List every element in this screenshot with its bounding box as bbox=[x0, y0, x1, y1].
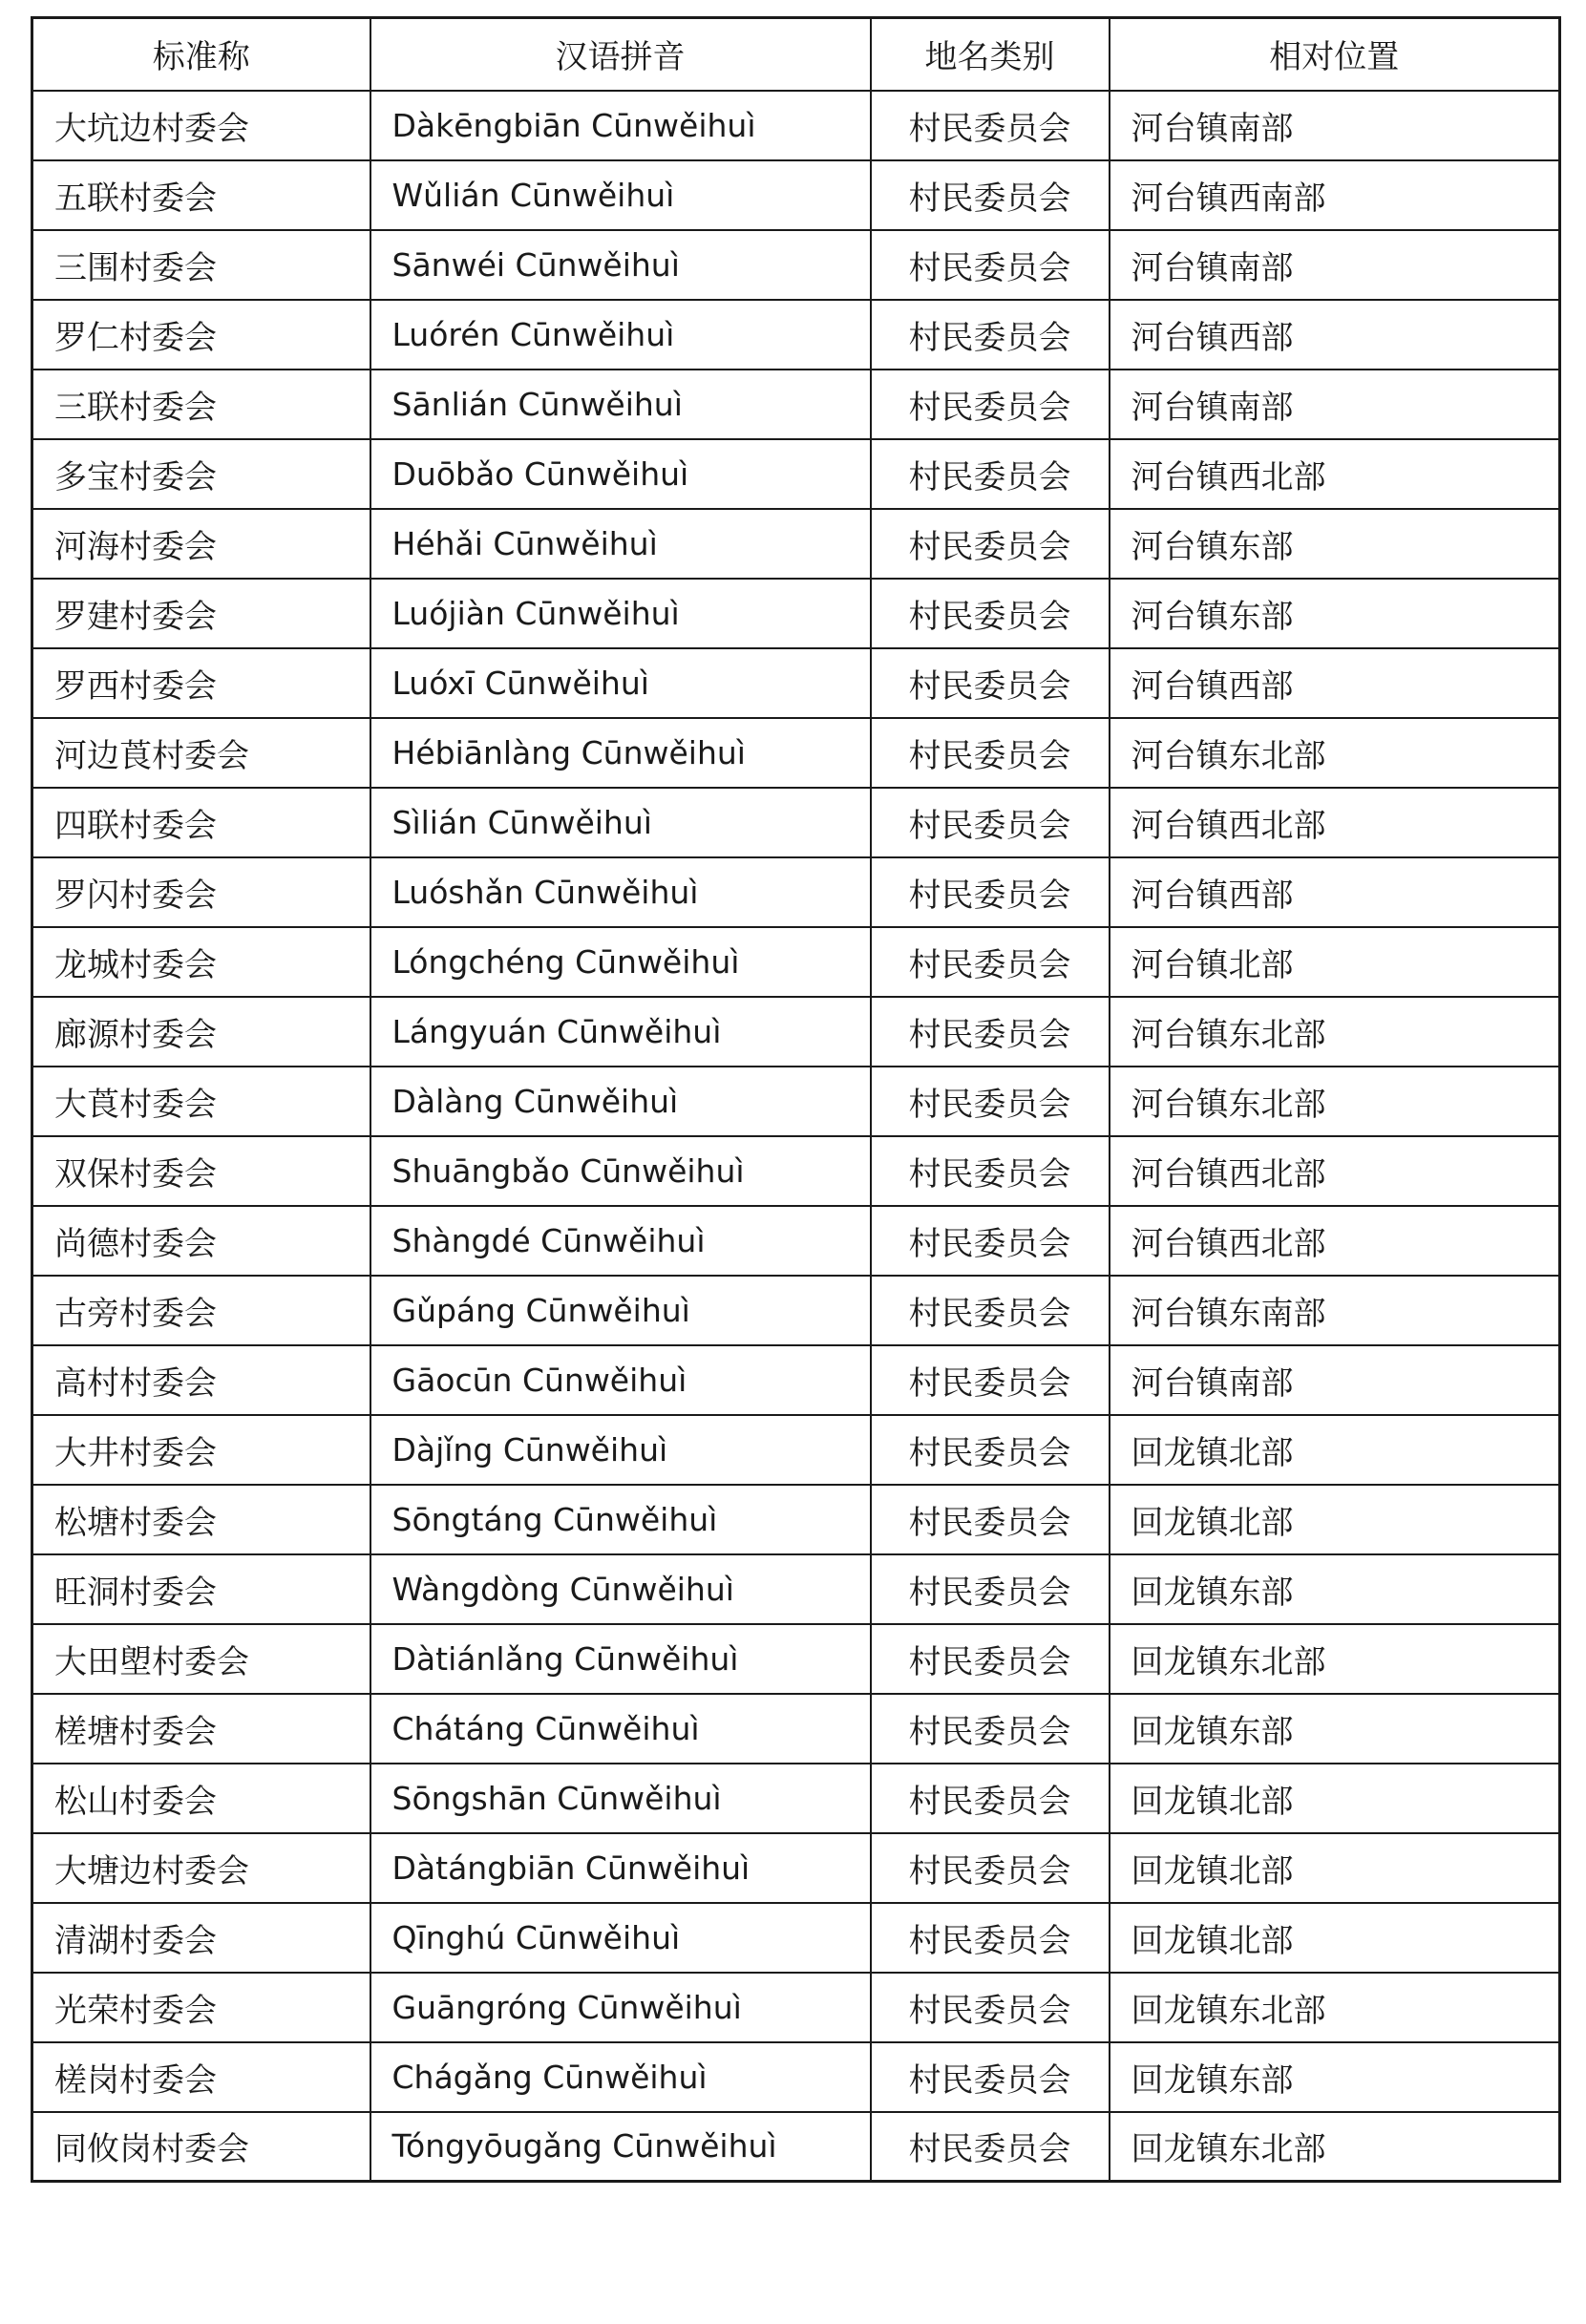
cell-relative-position: 河台镇南部 bbox=[1110, 91, 1560, 160]
cell-category: 村民委员会 bbox=[871, 1764, 1110, 1833]
cell-category: 村民委员会 bbox=[871, 1067, 1110, 1136]
cell-standard-name: 龙城村委会 bbox=[32, 927, 370, 997]
table-row bbox=[32, 1554, 1560, 1624]
cell-category: 村民委员会 bbox=[871, 1345, 1110, 1415]
cell-relative-position: 河台镇西部 bbox=[1110, 857, 1560, 927]
cell-standard-name: 罗仁村委会 bbox=[32, 300, 370, 370]
cell-pinyin: Chágǎng Cūnwěihuì bbox=[370, 2042, 871, 2112]
table-body bbox=[32, 91, 1560, 2182]
cell-standard-name: 大塘边村委会 bbox=[32, 1833, 370, 1903]
table-row bbox=[32, 160, 1560, 230]
cell-standard-name: 河海村委会 bbox=[32, 509, 370, 579]
cell-relative-position: 河台镇南部 bbox=[1110, 230, 1560, 300]
cell-relative-position: 河台镇西部 bbox=[1110, 648, 1560, 718]
cell-standard-name: 同攸岗村委会 bbox=[32, 2112, 370, 2182]
cell-standard-name: 大田塱村委会 bbox=[32, 1624, 370, 1694]
cell-standard-name: 罗西村委会 bbox=[32, 648, 370, 718]
header-standard-name: 标准称 bbox=[32, 18, 370, 91]
cell-standard-name: 罗建村委会 bbox=[32, 579, 370, 648]
cell-category: 村民委员会 bbox=[871, 579, 1110, 648]
cell-pinyin: Tóngyōugǎng Cūnwěihuì bbox=[370, 2112, 871, 2182]
table-row bbox=[32, 1345, 1560, 1415]
cell-pinyin: Luóxī Cūnwěihuì bbox=[370, 648, 871, 718]
table-row bbox=[32, 370, 1560, 439]
header-category: 地名类别 bbox=[871, 18, 1110, 91]
cell-category: 村民委员会 bbox=[871, 1554, 1110, 1624]
table-row bbox=[32, 927, 1560, 997]
cell-category: 村民委员会 bbox=[871, 2112, 1110, 2182]
cell-standard-name: 四联村委会 bbox=[32, 788, 370, 857]
cell-standard-name: 三联村委会 bbox=[32, 370, 370, 439]
cell-standard-name: 三围村委会 bbox=[32, 230, 370, 300]
cell-standard-name: 清湖村委会 bbox=[32, 1903, 370, 1973]
cell-category: 村民委员会 bbox=[871, 2042, 1110, 2112]
cell-category: 村民委员会 bbox=[871, 1694, 1110, 1764]
table-row bbox=[32, 1136, 1560, 1206]
cell-relative-position: 回龙镇北部 bbox=[1110, 1764, 1560, 1833]
cell-relative-position: 回龙镇东北部 bbox=[1110, 1624, 1560, 1694]
table-row bbox=[32, 1624, 1560, 1694]
cell-relative-position: 回龙镇北部 bbox=[1110, 1833, 1560, 1903]
cell-standard-name: 松塘村委会 bbox=[32, 1485, 370, 1554]
table-row bbox=[32, 1067, 1560, 1136]
cell-relative-position: 河台镇东北部 bbox=[1110, 718, 1560, 788]
cell-relative-position: 河台镇东部 bbox=[1110, 509, 1560, 579]
cell-relative-position: 河台镇南部 bbox=[1110, 370, 1560, 439]
cell-standard-name: 大坑边村委会 bbox=[32, 91, 370, 160]
table-row bbox=[32, 2042, 1560, 2112]
cell-pinyin: Duōbǎo Cūnwěihuì bbox=[370, 439, 871, 509]
cell-relative-position: 河台镇东部 bbox=[1110, 579, 1560, 648]
cell-pinyin: Dàlàng Cūnwěihuì bbox=[370, 1067, 871, 1136]
cell-category: 村民委员会 bbox=[871, 1624, 1110, 1694]
cell-standard-name: 光荣村委会 bbox=[32, 1973, 370, 2042]
table-row bbox=[32, 509, 1560, 579]
cell-standard-name: 槎岗村委会 bbox=[32, 2042, 370, 2112]
cell-relative-position: 河台镇北部 bbox=[1110, 927, 1560, 997]
cell-pinyin: Wàngdòng Cūnwěihuì bbox=[370, 1554, 871, 1624]
cell-standard-name: 大井村委会 bbox=[32, 1415, 370, 1485]
cell-category: 村民委员会 bbox=[871, 1276, 1110, 1345]
table-row bbox=[32, 718, 1560, 788]
cell-standard-name: 多宝村委会 bbox=[32, 439, 370, 509]
cell-category: 村民委员会 bbox=[871, 718, 1110, 788]
table-row bbox=[32, 300, 1560, 370]
cell-pinyin: Hébiānlàng Cūnwěihuì bbox=[370, 718, 871, 788]
table-row bbox=[32, 1833, 1560, 1903]
cell-category: 村民委员会 bbox=[871, 788, 1110, 857]
cell-pinyin: Gāocūn Cūnwěihuì bbox=[370, 1345, 871, 1415]
cell-pinyin: Gǔpáng Cūnwěihuì bbox=[370, 1276, 871, 1345]
table-row bbox=[32, 1206, 1560, 1276]
cell-relative-position: 河台镇西部 bbox=[1110, 300, 1560, 370]
cell-pinyin: Luóshǎn Cūnwěihuì bbox=[370, 857, 871, 927]
cell-relative-position: 河台镇西北部 bbox=[1110, 1206, 1560, 1276]
cell-pinyin: Dàtángbiān Cūnwěihuì bbox=[370, 1833, 871, 1903]
table-row bbox=[32, 439, 1560, 509]
cell-pinyin: Shuāngbǎo Cūnwěihuì bbox=[370, 1136, 871, 1206]
cell-relative-position: 回龙镇东北部 bbox=[1110, 1973, 1560, 2042]
cell-pinyin: Qīnghú Cūnwěihuì bbox=[370, 1903, 871, 1973]
table-row bbox=[32, 1485, 1560, 1554]
cell-pinyin: Shàngdé Cūnwěihuì bbox=[370, 1206, 871, 1276]
cell-standard-name: 罗闪村委会 bbox=[32, 857, 370, 927]
place-name-table bbox=[31, 16, 1561, 2183]
cell-category: 村民委员会 bbox=[871, 439, 1110, 509]
cell-category: 村民委员会 bbox=[871, 370, 1110, 439]
table-row bbox=[32, 1276, 1560, 1345]
header-relative-position: 相对位置 bbox=[1110, 18, 1560, 91]
cell-relative-position: 河台镇西北部 bbox=[1110, 439, 1560, 509]
cell-relative-position: 河台镇东北部 bbox=[1110, 1067, 1560, 1136]
table-row bbox=[32, 1764, 1560, 1833]
cell-standard-name: 古旁村委会 bbox=[32, 1276, 370, 1345]
cell-category: 村民委员会 bbox=[871, 509, 1110, 579]
cell-pinyin: Dàkēngbiān Cūnwěihuì bbox=[370, 91, 871, 160]
cell-pinyin: Lángyuán Cūnwěihuì bbox=[370, 997, 871, 1067]
cell-category: 村民委员会 bbox=[871, 857, 1110, 927]
cell-pinyin: Luójiàn Cūnwěihuì bbox=[370, 579, 871, 648]
cell-standard-name: 五联村委会 bbox=[32, 160, 370, 230]
cell-category: 村民委员会 bbox=[871, 1903, 1110, 1973]
cell-standard-name: 河边莨村委会 bbox=[32, 718, 370, 788]
cell-relative-position: 河台镇东北部 bbox=[1110, 997, 1560, 1067]
cell-category: 村民委员会 bbox=[871, 91, 1110, 160]
table-header-row bbox=[32, 18, 1560, 91]
cell-category: 村民委员会 bbox=[871, 1136, 1110, 1206]
cell-pinyin: Guāngróng Cūnwěihuì bbox=[370, 1973, 871, 2042]
cell-standard-name: 廊源村委会 bbox=[32, 997, 370, 1067]
cell-category: 村民委员会 bbox=[871, 300, 1110, 370]
table-row bbox=[32, 788, 1560, 857]
table-row bbox=[32, 1903, 1560, 1973]
cell-standard-name: 松山村委会 bbox=[32, 1764, 370, 1833]
cell-pinyin: Lóngchéng Cūnwěihuì bbox=[370, 927, 871, 997]
cell-pinyin: Sōngtáng Cūnwěihuì bbox=[370, 1485, 871, 1554]
table-row bbox=[32, 1415, 1560, 1485]
cell-standard-name: 尚德村委会 bbox=[32, 1206, 370, 1276]
cell-pinyin: Wǔlián Cūnwěihuì bbox=[370, 160, 871, 230]
cell-relative-position: 河台镇西南部 bbox=[1110, 160, 1560, 230]
cell-relative-position: 回龙镇东部 bbox=[1110, 1554, 1560, 1624]
cell-standard-name: 双保村委会 bbox=[32, 1136, 370, 1206]
cell-category: 村民委员会 bbox=[871, 160, 1110, 230]
cell-category: 村民委员会 bbox=[871, 648, 1110, 718]
cell-category: 村民委员会 bbox=[871, 1415, 1110, 1485]
cell-pinyin: Dàjǐng Cūnwěihuì bbox=[370, 1415, 871, 1485]
cell-relative-position: 河台镇西北部 bbox=[1110, 1136, 1560, 1206]
cell-category: 村民委员会 bbox=[871, 230, 1110, 300]
cell-relative-position: 河台镇西北部 bbox=[1110, 788, 1560, 857]
cell-relative-position: 回龙镇北部 bbox=[1110, 1415, 1560, 1485]
cell-relative-position: 河台镇南部 bbox=[1110, 1345, 1560, 1415]
table-row bbox=[32, 1973, 1560, 2042]
cell-category: 村民委员会 bbox=[871, 1485, 1110, 1554]
table-row bbox=[32, 230, 1560, 300]
table-row bbox=[32, 91, 1560, 160]
cell-relative-position: 河台镇东南部 bbox=[1110, 1276, 1560, 1345]
table-row bbox=[32, 2112, 1560, 2182]
table-row bbox=[32, 648, 1560, 718]
table-row bbox=[32, 579, 1560, 648]
cell-pinyin: Sìlián Cūnwěihuì bbox=[370, 788, 871, 857]
cell-category: 村民委员会 bbox=[871, 1206, 1110, 1276]
cell-pinyin: Dàtiánlǎng Cūnwěihuì bbox=[370, 1624, 871, 1694]
header-pinyin: 汉语拼音 bbox=[370, 18, 871, 91]
table-row bbox=[32, 997, 1560, 1067]
table-row bbox=[32, 1694, 1560, 1764]
cell-pinyin: Sānwéi Cūnwěihuì bbox=[370, 230, 871, 300]
cell-pinyin: Héhǎi Cūnwěihuì bbox=[370, 509, 871, 579]
table-row bbox=[32, 857, 1560, 927]
cell-category: 村民委员会 bbox=[871, 1973, 1110, 2042]
cell-relative-position: 回龙镇东北部 bbox=[1110, 2112, 1560, 2182]
cell-standard-name: 高村村委会 bbox=[32, 1345, 370, 1415]
cell-pinyin: Sōngshān Cūnwěihuì bbox=[370, 1764, 871, 1833]
cell-standard-name: 槎塘村委会 bbox=[32, 1694, 370, 1764]
cell-standard-name: 大莨村委会 bbox=[32, 1067, 370, 1136]
cell-category: 村民委员会 bbox=[871, 1833, 1110, 1903]
cell-relative-position: 回龙镇北部 bbox=[1110, 1903, 1560, 1973]
cell-relative-position: 回龙镇北部 bbox=[1110, 1485, 1560, 1554]
cell-pinyin: Sānlián Cūnwěihuì bbox=[370, 370, 871, 439]
cell-standard-name: 旺洞村委会 bbox=[32, 1554, 370, 1624]
cell-category: 村民委员会 bbox=[871, 997, 1110, 1067]
cell-category: 村民委员会 bbox=[871, 927, 1110, 997]
cell-pinyin: Chátáng Cūnwěihuì bbox=[370, 1694, 871, 1764]
cell-relative-position: 回龙镇东部 bbox=[1110, 1694, 1560, 1764]
cell-pinyin: Luórén Cūnwěihuì bbox=[370, 300, 871, 370]
cell-relative-position: 回龙镇东部 bbox=[1110, 2042, 1560, 2112]
